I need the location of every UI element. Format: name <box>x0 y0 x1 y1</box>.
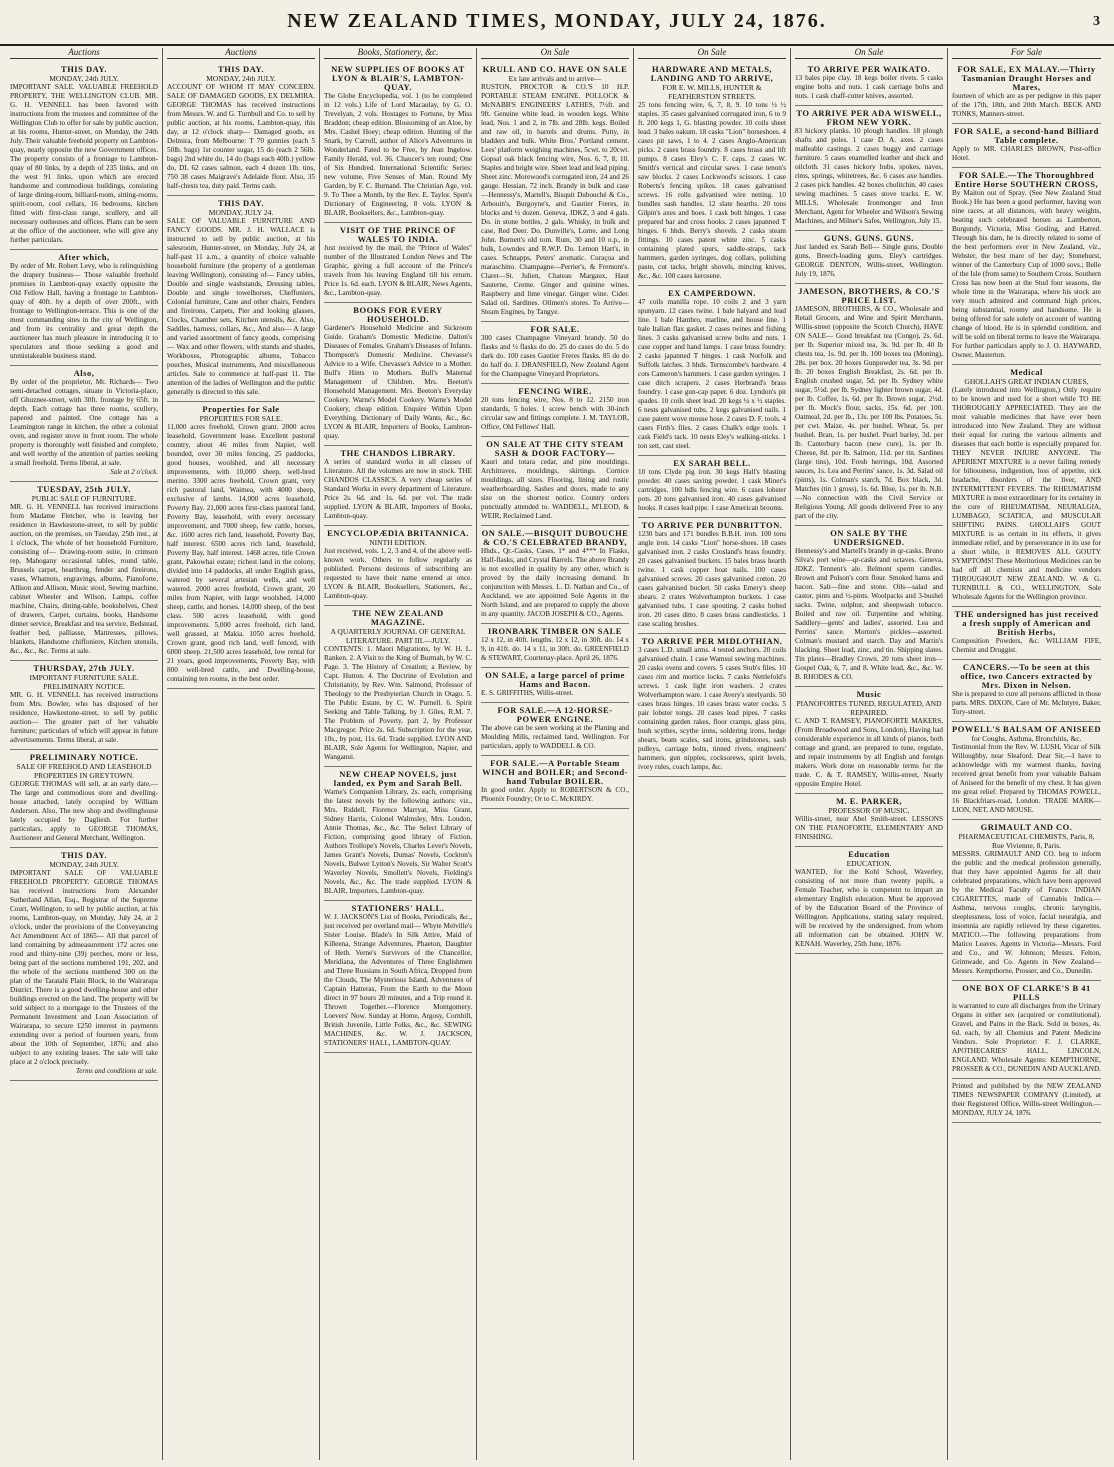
advertisement <box>324 446 472 526</box>
ad-title: THIS DAY. <box>61 64 107 74</box>
advertisement <box>10 62 158 250</box>
ad-body: JAMESON, BROTHERS, & CO., Wholesale and Retail Grocers, and Wine and Spirit Merchants, Willis-street (opposite the Scotch Church), HAVE ON SALE— Good breakfast tea (Congo), 2s. 6d. per lb. Superior mixed tea, 3s. 9d. per lb. 40 lb chests tea, 1s. 9d. per lb. 100 boxes tea (Moning), 28s. per box. 20 boxes Gunpowder tea, 3s. 9d. per lb. 20 boxes English Breakfast, 2s. 6d. per lb. English crushed sugar, 5d. per lb. Sydney white sugar, 5½d. per lb. Sydney lighter brown sugar, 4d. per lb. Coffee, 1s. 6d. per lb. Brown sugar, 2½d. per lb. Mock's flour, sacks, 15s. 6d. per 100. Oatmeal, 2d. per lb., 13s. per 100 lbs. Potatoes, 5s. per cwt. Maize, 4s. per bushel. Wheat, 5s. per bushel. Bran, 1s. per bushel. Pearl barley, 3d. per lb. Canterbury bacon (new cure), 1s. per lb. Cheese, 8d. per lb. Salmon, 11d. per tin. Sardines (large tins), 10d. Fresh herrings, 10d. Assorted sauces, 1s. Lea and Perrins' sauce, 1s. 3d. Salad oil (pints), 1s. Colman's starch, 7d. Box black, 3d. Matches (tin 1 gross), 1s. 6d. Blue, 1s. per lb. N.B.—No connection with the Civil Service or Religious Young. All goods delivered Free to any part of the city. <box>795 305 943 520</box>
ad-body: 13 bales pipe clay. 18 kegs boiler rivets. 5 casks engine bolts and nuts. 1 cask carriage bolts and nuts. 1 cask chaff-cutter knives, assorted. <box>795 74 943 100</box>
ad-signature: Sale at 2 o'clock. <box>110 468 158 476</box>
ad-title: ENCYCLOPÆDIA BRITANNICA. <box>327 528 469 538</box>
ad-body: She is prepared to cure all persons afflicted in those parts. MRS. DIXON, Care of Mr. McIntyre, Baker, Tory-street. <box>952 690 1101 716</box>
ad-title: GUNS. GUNS. GUNS. <box>824 233 914 243</box>
ad-body: MR. G. H. VENNELL has received instructions from Madame Fletcher, who is leaving her residence in Hawkestone-street, to sell by public auction, on the premises, on Tuesday, 25th inst., at 1 o'clock, The whole of her household Furniture, consisting of— Drawing-room suite, in crimson rep, Mahogany occasional tables, round table, Brussels carpet, hearthrug, fender and fireirons, vases, Whatnots, engravings, albums, Pianoforte, Allison and Allison, Music stool, Sewing machine, cabinet Wheeler and Wilson, Lamps, coffee machine, Chairs, dining-table, bookshelves, Chest of drawers, Carpet, curtains, books, Handsome dinner service, Breakfast and tea service, Bedstead, feather bed, palliasse, Mattresses, pillows, blankets, Handsome chiffoniere, Kitchen utensils, &c., &c., &c. Terms at sale. <box>10 503 158 655</box>
advertisement <box>952 607 1101 660</box>
ad-body: (Lately introduced into Wellington,) Only require to be known and used for a short while TO BE THOROUGHLY APPRECIATED. They are the most valuable medicines that have ever been introduced into New Zealand. They are without their equal for curing the various ailments and diseases that each bottle is especially prepared for. THEY NEVER INJURE ANYONE. The APERIENT MIXTURE is a never failing remedy for biliousness, indigestion, loss of appetite, sick headache, disorders of the liver, AND INTERMITTENT FEVERS. The RHEUMATISM MIXTURE is most extraordinary for its certainty in the cure of RHEUMATISM, NEURALGIA, LUMBAGO, SCIATICA, and MUSCULAR SHIFTING PAINS. GHOLLAH'S GOUT MIXTURE is as certain in its effects, it gives immediate relief, and by perseverance in its use for a short while, it REMOVES ALL GOUTY SYMPTOMS! These Meritorious Medicines can be had off all chemists and medicine vendors THROUGHOUT NEW ZEALAND. W. & G. TURNBULL & CO., WELLINGTON, Sole Wholesale Agents for the Wellington province. <box>952 386 1101 601</box>
ad-title: TO ARRIVE PER MIDLOTHIAN. <box>641 636 783 646</box>
ad-body: Gardener's Household Medicine and Sickroom Guide. Graham's Domestic Medicine. Dalton's Diseases of Females. Graham's Diseases of Infants. Thompson's Domestic Medicine. Chevasse's Advice to a Wife. Chevasse's Advice to a Mother. Bull's Hints to Mothers. Bull's Maternal Management of Children. Mrs. Beeton's Household Management. Mrs. Beeton's Everyday Cookery. Warne's Model Cookery. Warne's Model Cookery, cheap edition. Enquire Within Upon Everything. Dictionary of Daily Wants, &c., &c. LYON & BLAIR, Importers of Books, Lambton-quay. <box>324 324 472 440</box>
ad-body: A series of standard works in all classes of Literature. All the volumes are now in stock. THE CHANDOS CLASSICS. A very cheap series of Standard Works in every department of Literature. Price 2s. 6d. and 1s. 6d. per vol. The trade supplied. LYON & BLAIR, Importers of Books, Lambton-quay. <box>324 458 472 520</box>
ad-title: THE undersigned has just received a fresh supply of American and British Herbs, <box>954 609 1099 637</box>
advertisement <box>481 62 629 322</box>
ad-subtitle: MONDAY, 24th JULY. <box>49 860 119 869</box>
ad-body: fourteen of which are as per pedigree in this paper of the 17th, 18th, and 20th March. BECK AND TONKS, Manners-street. <box>952 92 1101 118</box>
ad-title: CANCERS.—To be seen at this office, two Cancers extracted by Mrs. Dixon in Nelson. <box>960 662 1093 690</box>
ad-body: Apply to MR. CHARLES BROWN, Post-office Hotel. <box>952 145 1101 162</box>
advertisement <box>167 196 315 402</box>
ad-title: Also, <box>73 368 95 378</box>
ad-body: IMPORTANT SALE OF VALUABLE FREEHOLD PROPERTY. GEORGE THOMAS has received instructions from Alexander Sutherland Allan, Esq., Registrar of the Supreme Court, Wellington, to sell by public auction, at his rooms, Lambton-quay, on Monday, July 24, at 2 o'clock, under the provisions of the Conveyancing Act Amendment Act of 1865— All that parcel of land containing by admeasurement 172 acres one rood and thirty-nine (39) perches, more or less, being part of the sections numbered 191, 202, and the whole of the sections numbered 300 on the plan of the Taratahi Plain Block, in the Wairarapa District. There is a good dwelling-house and other buildings erected on the land. The property will be sold subject to a mortgage to the Trustees of the Permanent Investment and Loan Association of Wairarapa, to secure £250 interest in payments extending over a period of fourteen years, from about the 10th of September, 1876; and also subject to any existing leases. The sale will take place at 2 o'clock precisely. <box>10 869 158 1066</box>
ad-body: Composition Powders, &c. WILLIAM FIFE, Chemist and Druggist. <box>952 637 1101 654</box>
column-7 <box>948 48 1105 1460</box>
ad-subtitle: PROFESSOR OF MUSIC, <box>828 806 910 815</box>
ad-body: W. J. JACKSON'S List of Books, Periodicals, &c., just received per overland mail— Whyte Melville's Sister Louise. Blade's In Silk Attire, Maid of Killeena, Strange Adventures, Phaeton, Daughter of Heth. Verne's Survivors of the Chancellor, Meridiana, the Adventures of Three Englishmen and Three Russians in South Africa, Dropped from the Clouds, The Mysterious Island, Adventures of Captain Hatteras, From the Earth to the Moon direct in 97 hours 20 minutes, and a Trip round it. Thrown Together.—Florence Montgomery. Loevers' Now. Sunday at Home, Argosy, Cornhill, British Juvenile, Little Folks, &c., &c. SEWING MACHINES, &c. W. J. JACKSON, STATIONERS' HALL, LAMBTON-QUAY. <box>324 913 472 1047</box>
ad-subtitle: IMPORTANT FURNITURE SALE. PRELIMINARY NOTICE. <box>29 673 139 691</box>
ad-body: E. S. GRIFFITHS, Willis-street. <box>481 689 574 697</box>
ad-title: JAMESON, BROTHERS, & CO.'S PRICE LIST. <box>798 286 940 305</box>
ad-title: M. E. PARKER, <box>835 796 903 806</box>
advertisement <box>952 62 1101 124</box>
ad-title: Music <box>856 689 882 699</box>
ad-body: The Globe Encyclopedia, vol. 1 (to be completed in 12 vols.) Life of Lord Macaulay, by G. O. Trevelyan, 2 vols. Hostages to Fortune, by Miss Braddon; cheap edition. Blossoming of an Aloe, by Mrs. Cashel Hoey; cheap edition. Hunting of the Snark, by Carroll, author of Alice's Adventures in Wonderland. Fated to be Free, by Jean Ingelow. Family Herald, vol. 36. Chaucer's ten round; One of Six Hundred. International Scientific Series: new volume, Five Senses of Man. Round My Garden, by F. C. Burnand. The Christian Age, vol. 9. To Thee a Month, by the Rev. E. Taylor. Spon's Dictionary of Engineering, 8 vols. LYON & BLAIR, Booksellers, &c., Lambton-quay. <box>324 92 472 217</box>
page-number: 3 <box>1093 14 1100 29</box>
advertisement <box>795 231 943 284</box>
column-4 <box>477 48 634 1460</box>
advertisement <box>952 981 1101 1079</box>
ad-body: CONTENTS: 1. Maori Migrations, by W. H. L. Ranken. 2. A Visit to the King of Burmah, by W. C. Page. 3. The History of Creation; a Review, by Capt. Hutton. 4. The Doctrine of Evolution and Christianity, by Rev. Wm. Salmond, Professor of Theology to the Presbyterian Church in Otago. 5. The Public Estate, by C. W. Purnell. 6. Spirit Seeking and Table Talking, by J. Giles, R.M. 7. The Problem of Poverty, part 2, by Professor Macgregor. Price 2s. 6d. Subscription for the year, 10s., by post, 11s. 6d. Trade supplied. LYON AND BLAIR, Sole Agents for Wellington, Napier, and Wanganui. <box>324 645 472 761</box>
ad-title: TO ARRIVE PER ADA WISWELL, FROM NEW YORK. <box>796 108 942 127</box>
advertisement <box>638 634 786 777</box>
ad-body: SALE OF VALUABLE FURNITURE AND FANCY GOODS. MR. J. H. WALLACE is instructed to sell by public auction, at his salesroom, Hunter-street, on Monday, July 24, at half-past 11 a.m., a quantity of choice valuable household furniture (the property of a gentleman leaving Wellington), consisting of— Fancy tables, Double and single washstands, Dressing tables, Double and single towelhorses, Cheffoniers, Colonial furniture, Cane and other chairs, Fenders and fireirons, Carpets, Pier and looking glasses, Clocks, Chamber sets, Kitchen utensils, &c. Also, Saddles, harness, collars, &c., And also— A large and varied assortment of fancy goods, comprising— Wax and other flowers, with stands and shades, Workboxes, Photographic albums, Tobacco pouches, Musical instruments, And miscellaneous articles. Sale to commence at half-past 11. The attention of the ladies of Wellington and the public generally is directed to this sale. <box>167 217 315 396</box>
ad-body: Just landed ex Sarah Bell— Single guns, Double guns, Breech-loading guns, Eley's cartridges. GEORGE DENTON, Willis-street, Wellington. July 19, 1876. <box>795 243 943 278</box>
ad-subtitle: FOR E. W. MILLS, HUNTER & FEATHERSTON STREETS. <box>662 83 762 101</box>
ad-body: C. AND T. RAMSEY, PIANOFORTE MAKERS, (From Broadwood and Sons, London), Having had considerable experience in all kinds of pianos, both cottage and grand, are prepared to tune, regulate, and repair instruments by all English and foreign makers. Work done on reasonable terms for the trade. C. & T. RAMSEY, Willis-street, Nearly opposite Empire Hotel. <box>795 717 943 788</box>
ad-subtitle: PIANOFORTES TUNED, REGULATED, AND REPAIRED. <box>796 699 942 717</box>
ad-title: IRONBARK TIMBER ON SALE <box>488 626 622 636</box>
column-heading: Books, Stationery, &c. <box>324 48 472 59</box>
ad-body: WANTED, for the Kohl School, Waverley, consisting of not more than twenty pupils, a Female Teacher, who is competent to impart an elementary English education. Must be approved of by the Education Board of the Province of Wellington. Applications, stating salary required, will be received by the undersigned, from whom all information can be obtained. JOHN W. KENAH. Waverley, 25th June, 1876. <box>795 868 943 948</box>
ad-body: 25 tons fencing wire, 6, 7, 8, 9. 10 tons ½ ½ staples. 35 cases galvanised corrugated iron, 6 to 9 ft. 200 kegs 1, G. blasting powder. 10 coils sheet lead. 3 bales oakum. 18 casks "Lion" horseshoes. 4 cases pit saws, 1 to 4. 2 cases Anglo-American picks. 2 cases brass foundry. 8 cases brass and lift pumps. 8 cases Eley's C. F. caps. 2 cases W. Smith's vertical and circular saws. 1 case tenon's saw blocks. 2 cases Lockwood's scissors. 1 case Roberts's fencing spikes. 18 cases galvanised screws. 16 rolls galvanised wire netting. 10 bundles sash handles. 12 slate hearths. 20 tons Gilpin's axes and hoes. 1 cask bolt hinges. 1 case prepared bar and cross hooks. 2 cases japanned T hinges. 6 hhds. Berry's shovels. 2 casks steam fittings. 10 cases patent white zinc. 5 casks containing plated spurs, saddle-straps, tack hammers, garden syringes, dog collars, polishing paste, cut tacks, bright shovels, mincing knives, &c., &c. 100 cases kerosene. <box>638 101 786 280</box>
advertisement <box>952 168 1101 365</box>
ad-signature: Terms and conditions at sale. <box>76 1067 158 1075</box>
advertisement <box>481 526 629 624</box>
advertisement <box>795 847 943 954</box>
ad-body: IMPORTANT SALE. VALUABLE FREEHOLD PROPERTY, THE WELLINGTON CLUB. MR. G. H. VENNELL has been favored with instructions from the trustees and committee of the Wellington Club to offer for sale by public auction, at his rooms, Hunter-street, on Monday, the 24th July. Their valuable freehold property on Lambton-quay, nearly opposite the new Government offices. The property consists of a frontage to Lambton-quay of 80 links, by a depth of 235 links, and on the west 91 links, upon which are erected handsome and commodious buildings, consisting of large dining-room, billiard-room, sitting-rooms, spirit-room, cool cellars, 16 bedrooms, kitchen fitted with first-class range, scullery, and all necessary outhouses and offices. Plans can be seen at the office of the auctioneer, who will give any further particulars. <box>10 83 158 244</box>
ad-body: ACCOUNT OF WHOM IT MAY CONCERN. SALE OF DAMAGED GOODS, EX DELMIRA. GEORGE THOMAS has received instructions from Messrs. W. and G. Turnbull and Co. to sell by public auction, at his rooms, Lambton-quay, this day, at 12 o'clock sharp— Damaged goods, ex Delmira, from Melbourne: T 70 gunnies (each 5 50lb. bags) 1st counter sugar, 15 do (each 2 56lb. bags) 2nd white do, 14 do (bags each 40lb.) yellow do, DL 62 cases salmon, each 4 dozen 1lb. tins, 750 38 cases Maigrave's Adelaide flour. Also, 35 half-chests tea, duty paid. Terms cash. <box>167 83 315 190</box>
advertisement <box>324 526 472 606</box>
advertisement <box>795 794 943 847</box>
advertisement <box>952 1079 1101 1123</box>
ad-body: 47 coils manilla rope. 10 coils 2 and 3 yarn spunyarn. 12 cases twine. 1 bale halyard and lead line. 1 bale Hambro, marline, and house line. 1 bale Italian flax gasket. 2 cases twines and fishing lines. 3 casks galvanised screw bolts and nuts. 1 case copper and hand lamps. 1 case brass foundry. 2 casks japanned T hinges. 1 cask Norfolk and Suffolk latches. 3 hhds. Ternscombe's hardware. 4 cots Cameron's hammers. 1 case garden syringes. 1 case ditch scrapers. 2 cases Herbrand's brass foundry. 1 case gun-cap paper. 6 doz. Lyndon's pit spades. 10 coils sheet lead. 20 kegs ¼ x ½ staples. 6 nests galvanised tubs. 2 kegs galvanised nails. 1 case patent wove mouse hose. 2 cases D. F. tools. 4 cases Firth's files. 2 cases Chalk's edge tools. 1 cask Field's tack. 10 nests Eley's walking-sticks. 1 ton sett, cast steel. <box>638 298 786 450</box>
ad-body: By order of Mr. Robert Levy, who is relinquishing the drapery business— Those valuable freehold premises in Lambton-quay exactly opposite the Old Fellow Hall, having a frontage to Lambton-quay of 40ft. by a depth of over 200ft., with frontage to Wellington-terrace. This is one of the most commanding sites in the city of Wellington, and from its centrality and great depth the auctioneer has much pleasure in introducing it to speculators and those seeking a good and unmistakeable business stand. <box>10 262 158 360</box>
ad-title: KRULL AND CO. HAVE ON SALE <box>482 64 628 74</box>
ad-title: TO ARRIVE PER WAIKATO. <box>807 64 931 74</box>
advertisement <box>952 365 1101 607</box>
ad-body: Printed and published by the NEW ZEALAND TIMES NEWSPAPER COMPANY (Limited), at their Registered Office, Willis-street Wellington.—MONDAY, JULY 24, 1876. <box>952 1082 1101 1117</box>
advertisement <box>638 286 786 456</box>
ad-title: THIS DAY. <box>218 64 264 74</box>
advertisement <box>324 223 472 303</box>
advertisement <box>324 767 472 901</box>
ad-subtitle: PHARMACEUTICAL CHEMISTS, Paris, 8, Rue Vivienne, 8, Paris. <box>958 832 1095 850</box>
advertisement <box>638 518 786 634</box>
ad-body: 12 x 12, in 40ft. lengths. 12 x 12, in 30ft. do. 14 x 9, in 41ft. do. 14 x 11, in 30ft. do. GREENFIELD & STEWART, Courtenay-place. April 26, 1876. <box>481 636 629 662</box>
ad-title: THE CHANDOS LIBRARY. <box>340 448 456 458</box>
ad-title: PRELIMINARY NOTICE. <box>29 752 139 762</box>
advertisement <box>952 820 1101 981</box>
advertisement <box>481 756 629 809</box>
ad-title: NEW SUPPLIES OF BOOKS AT LYON & BLAIR'S, LAMBTON-QUAY. <box>331 64 465 92</box>
advertisement <box>10 661 158 750</box>
ad-title: FOR SALE.—A Portable Steam WINCH and BOILER; and Second-hand Tubular BOILER. <box>482 758 628 786</box>
columns-container <box>6 48 1108 1460</box>
ad-subtitle: PUBLIC SALE OF FURNITURE. <box>31 494 137 503</box>
advertisement <box>952 660 1101 722</box>
ad-title: Properties for Sale <box>202 404 280 414</box>
ad-title: FENCING WIRE. <box>518 386 592 396</box>
ad-title: After which, <box>58 252 110 262</box>
ad-subtitle: MONDAY, 24th JULY. <box>49 74 119 83</box>
ad-body: 11,000 acres freehold, Crown grant. 2000 acres leasehold, Government lease. Excellent pastoral country, about 46 miles from Napier, well bounded, over 30 miles fencing, 25 paddocks, good houses, woolshed, and all necessary improvements, with 10,000 sheep, well-bred merino. 3300 acres freehold, Crown grant, very rich pastoral land, Waimea, with 4000 sheep, exclusive of lambs. 14,000 acres leasehold, Poverty Bay. 21,000 acres first-class pastoral land, Poverty Bay, leasehold, with every necessary improvement, and 7000 sheep, few cattle, horses, &c. 1600 acres rich land, leasehold, Poverty Bay, half interest. 6500 acres rich land, leasehold, Poverty Bay, half interest. 1468 acres, title Crown grant, Pakowhai estate; richest land in the colony, divided into 14 paddocks, all under English grass, watered by several artesian wells, and well watered. 2000 acres freehold, Crown grant, 20 miles from Napier, with large woolshed, 14,000 sheep, cattle, and horses. 14,000 sheep, of the best class. 500 acres leasehold, with good improvements. 5,000 acres freehold, rich land, well grassed, at Makia. 1050 acres freehold, Crown grant, good rich land, well fenced, with 6000 sheep. 21,500 acres leasehold, low rental for 21 years, good improvements, Poverty Bay, with 800 well-bred cattle, and Dwelling-house, containing ten rooms, in the best order. <box>167 423 315 683</box>
ad-title: ON SALE.—BISQUIT DUBOUCHE & CO.'S CELEBRATED BRANDY, <box>481 528 629 547</box>
ad-title: STATIONERS' HALL. <box>351 903 445 913</box>
ad-title: NEW CHEAP NOVELS, just landed, ex Pym and Sarah Bell. <box>333 769 463 788</box>
advertisement <box>481 703 629 756</box>
ad-subtitle: Ex late arrivals and to arrive— <box>508 74 602 83</box>
ad-body: The above can be seen working at the Planing and Moulding Mills, reclaimed land, Wellington. For particulars, apply to WADDELL & CO. <box>481 724 629 750</box>
ad-body: 10 tons Clyde pig iron. 30 kegs Hall's blasting powder. 40 cases saving powder. 1 cask Miner's cartridges. 100 bdls fencing wire. 6 cases lobster pots. 20 tons galvanised iron. 40 cases galvanised hooks. 8 cases lead pipe. 1 case American brooms. <box>638 468 786 512</box>
ad-body: 1230 bars and 171 bundles B.B.H. iron. 100 tons angle iron. 14 casks "Lion" horse-shoes. 18 cases galvanised iron. 2 casks Crosland's brass foundry. 20 cases galvanised buckets. 15 bales brass hearth twine. 1 cask copper boat nails. 100 cases galvanised screws. 20 cases galvanised cotton. 20 cases galvanised bucket. 50 casks Emery's sheep shears. 2 crates Wolverhampton buckets. 1 case galvanised tubs. 1 case spouting. 2 casks bolted iron. 20 cases ditto. 8 cases brass candlesticks. 1 case scaling brushes. <box>638 530 786 628</box>
advertisement <box>10 482 158 661</box>
ad-body: In good order. Apply to ROBERTSON & CO., Phoenix Foundry; Or to C. McKIRDY. <box>481 786 629 803</box>
ad-body: By order of the proprietor, Mr. Richards— Two semi-detached cottages, situate in Victoria-place, off Ghuznee-street, with 30ft. frontage by 65ft. in depth. Each cottage has three rooms, scullery, papered and painted. One cottage has a Leamington range in kitchen, the other a colonial oven, and register stove in front room. The whole property is thoroughly well finished and complete, and well worthy of the attention of parties seeking a small freehold. Terms liberal, at sale. <box>10 378 158 467</box>
ad-body: 20 tons fencing wire, Nos. 8 to 12. 2150 iron standards, 5 holes. 1 screw bench with 30-inch circular saw and fittings complete. J. M. TAYLOR, Office, Old Fellows' Hall. <box>481 396 629 431</box>
advertisement <box>795 526 943 687</box>
ad-subtitle: SALE OF FREEHOLD AND LEASEHOLD PROPERTIES IN GREYTOWN. <box>16 762 152 780</box>
ad-title: FOR SALE, EX MALAY.—Thirty Tasmanian Draught Horses and Mares, <box>957 64 1096 92</box>
column-heading: Auctions <box>10 48 158 59</box>
column-3 <box>320 48 477 1460</box>
advertisement <box>795 62 943 106</box>
column-6 <box>791 48 948 1460</box>
ad-title: FOR SALE.—The Thoroughbred Entire Horse SOUTHERN CROSS, <box>954 170 1099 189</box>
advertisement <box>10 750 158 848</box>
ad-title: THIS DAY. <box>61 850 107 860</box>
advertisement <box>952 124 1101 168</box>
column-heading: On Sale <box>638 48 786 59</box>
ad-body: MESSRS. GRIMAULT AND CO. beg to inform the public and the medical profession generally, that they have appointed Agents for all their celebrated preparations, which have been approved by the Medical Faculty of France. INDIAN CIGARETTES, made of Cannabis Indica.—Asthma, nervous coughs, chronic laryngitis, sleeplessness, loss of voice, facial neuralgia, and insomnia are rapidly relieved by these cigarettes. MATICO.—The following preparations from Matico Leaves. Agents in Victoria—Messrs. Ford and Co., and W. Johnson; Messrs. Felton, Grimwade, and Co. Agents in New Zealand—Messrs. Kempthorne, Prosser, and Co., Dunedin. <box>952 850 1101 975</box>
ad-title: Education <box>848 849 890 859</box>
masthead <box>0 0 1114 46</box>
ad-title: FOR SALE. <box>530 324 580 334</box>
ad-body: RUSTON, PROCTOR & CO.'S 10 H.P. PORTABLE STEAM ENGINE. POLLOCK & McNABB'S ENGINEERS' LATHES, 7½ft. and 9ft. Genuine white lead, in wooden kegs. White lead, Nos. 1 and 2, in 7lb. and 28lb. kegs. Boiled and raw oil, in barrels and drums. Putty, in bladders and bulk. White Bros.' Portland cement. Lees' platform weighing machines, 5cwt. to 20cwt. Gopsal oak black fencing wire, Nos. 6, 7, 8, 10. Staples and bright wire. Sheet lead and lead piping. Sheet zinc. Morewood's corrugated iron, 24 and 26 gauge. Hessian, 72 inch. Brandy in bulk and case—Hennessy's, Martell's, Bisquit Dubouché & Co., Arbouin's, Burgoyne's, and Gautier Freres, in blocks and ½ dozen. Geneva, JDKZ, 3 and 4 gals. Do. in stone bottles, 2 gals. Whisky, in bulk and case, Red Deer. Do. Dunville's, Lorne, and Long John. Burnett's old tom. Rum, 30 and 10 o.p., in bulk, Lowndes and R.W.P. Do. Lemon Hart's, in cases. Schnapps, Peters' aromatic. Curaçoa and maraschino. Champagne—Perrier's, & Fremont's. Claret—St. Julien, Chateau Margaux, Haut Sauterne, Creme. Ginger and quinine wines. Raspberry and lime vinegar. Ginger wine. Cider. Salad oil. Sardines. Oilmen's stores. To Arrive—Steam Engines, by Tangye. <box>481 83 629 316</box>
ad-title: THURSDAY, 27th JULY. <box>33 663 135 673</box>
ad-body: is warranted to cure all discharges from the Urinary Organs in either sex (acquired or constitutional). Gravel, and Pains in the Back. Sold in boxes, 4s. 6d. each, by all Chemists and Patent Medicine Vendors. Sole Proprietor: F. J. CLARKE, APOTHECARIES' HALL, LINCOLN, ENGLAND. Wholesale Agents: KEMPTHORNE, PROSSER & CO., DUNEDIN AND AUCKLAND. <box>952 1002 1101 1073</box>
column-heading: For Sale <box>952 48 1101 59</box>
advertisement <box>795 687 943 794</box>
column-heading: Auctions <box>167 48 315 59</box>
ad-body: Warne's Companion Library, 2s. each, comprising the latest novels by the following authors: viz., Mrs. Riddell, Florence Marryat, Miss Grant, Sidney Harris, Colonel Walmsley, Mrs. Loudon, Annie Thomas, &c., &c. The Select Library of Fiction, comprising good library of Fiction. Authors Trollope's Novels, Charles Lever's Novels, James Grant's Novels, Dumas' Novels, Cockton's Novels, Bulwer Lytton's Novels, Sir Walter Scott's Waverley Novels, Smollett's Novels, Fielding's Novels, &c., &c. The trade supplied. LYON & BLAIR, Importers, Lambton-quay. <box>324 788 472 895</box>
column-2 <box>163 48 320 1460</box>
ad-subtitle: NINTH EDITION. <box>369 538 427 547</box>
ad-subtitle: MONDAY, 24th JULY. <box>206 74 276 83</box>
ad-body: Just received by the mail, the "Prince of Wales" number of the Illustrated London News and The Graphic, giving a full account of the Prince's travels from his leaving England till his return. Price 1s. 6d. each. LYON & BLAIR, News Agents, &c., Lambton-quay. <box>324 244 472 297</box>
ad-title: BOOKS FOR EVERY HOUSEHOLD. <box>353 305 443 324</box>
ad-title: HARDWARE AND METALS, LANDING AND TO ARRIVE, <box>650 64 774 83</box>
column-5 <box>634 48 791 1460</box>
ad-title: GRIMAULT AND CO. <box>980 822 1073 832</box>
column-heading: On Sale <box>795 48 943 59</box>
advertisement <box>481 437 629 526</box>
ad-body: By Maiton out of Spray. (See New Zealand Stud Book.) He has been a good performer, having won nine races, at all distances, with heavy weights, beating such celebrated horses as Lamberton, Burgundy, Victoria, Miss Gosling, and Hatred. Through his dam, he is directly related to some of the best performers ever in New Zealand, viz., Webster, the best mare of her day; Stonehurst, winner of the Canterbury Cup of 1000 sovs.; Belle of the Isle (from same) to Southern Cross. Southern Cross has now been at the Stud four seasons, the whole time in the Wairarapa, where his stock are very much admired and command high prices, being substantial, roomy and handsome. He is being offered for sale solely on account of wanting change of blood. He is in splendid condition, and will be sold on liberal terms to leave the Wairarapa. For further particulars apply to J. O. HAYWARD, Owner, Masterton. <box>952 189 1101 359</box>
advertisement <box>167 62 315 196</box>
ad-subtitle: A QUARTERLY JOURNAL OF GENERAL LITERATURE. PART III.—JULY. <box>330 627 466 645</box>
ad-body: GEORGE THOMAS will sell, at an early date,— The large and commodious store and dwelling-house attached, lately occupied by William Anderson. Also, The new shop and dwellinghouse lately occupied by Dagliesh. For further particulars, apply to GEORGE THOMAS, Auctioneer and General Merchant, Wellington. <box>10 780 158 842</box>
advertisement <box>324 62 472 223</box>
column-1 <box>6 48 163 1460</box>
advertisement <box>795 284 943 526</box>
advertisement <box>324 606 472 767</box>
ad-title: THE NEW ZEALAND MAGAZINE. <box>352 608 444 627</box>
advertisement <box>795 106 943 231</box>
ad-title: ON SALE AT THE CITY STEAM SASH & DOOR FACTORY— <box>486 439 624 458</box>
ad-title: Medical <box>1010 367 1043 377</box>
ad-title: THIS DAY. <box>218 198 264 208</box>
advertisement <box>10 250 158 366</box>
advertisement <box>638 62 786 286</box>
ad-subtitle: EDUCATION. <box>846 859 892 868</box>
ad-subtitle: GHOLLAH'S GREAT INDIAN CURES, <box>964 377 1089 386</box>
ad-title: TO ARRIVE PER DUNBRITTON. <box>641 520 783 530</box>
column-heading: On Sale <box>481 48 629 59</box>
ad-body: Hennessy's and Martell's brandy in qr-casks. Bruno Silva's port wine—qr-casks and octaves. Geneva, JDKZ. Tennent's ale. Belmont sperm candles. Brown and Polson's corn flour. Smoked hams and bacon. Salt—fine and stone. Oils—salad and castor, pints and ½-pints. Woolpacks and 3-bushel sacks. Twine, sulphur, and sheepwash tobacco. Boiled and raw oil. Turpentine and whiting. Saddlery—gents' and ladies', assorted. Lea and Perrins' sauce. Morton's pickles—assorted. Colman's mustard and starch. Day and Martin's blacking. Sheet lead, zinc, and tin. Shipping slates. Tin plates—Bradley Crown. 20 tons sheet iron—Gospel Oak, 6, 7, and 8. White lead, &c., &c. W. B. RHODES & CO. <box>795 547 943 681</box>
ad-body: Willis-street, near Abel Smith-street. LESSONS ON THE PIANOFORTE, ELEMENTARY AND FINISHING. <box>795 815 943 841</box>
ad-body: 300 cases Champagne Vineyard brandy. 50 do flasks and ½ flasks do do. 25 do cases do do. 5 do dark do. 100 cases Gautier Freres flasks. 85 do do do half do. J. DRANSFIELD, New Zealand Agent for the Champagne Vineyard Proprietors. <box>481 334 629 378</box>
advertisement <box>10 366 158 482</box>
ad-body: MR. G. H. VENNELL has received instructions from Mrs. Bowler, who has disposed of her residence, Hawkestone-street, to sell by public auction— The greater part of her valuable furniture; particulars of which will appear in future advertisements. Terms liberal, at sale. <box>10 691 158 744</box>
newspaper-title: NEW ZEALAND TIMES, MONDAY, JULY 24, 1876. <box>287 10 827 32</box>
ad-body: 83 hickory planks. 10 plough handles. 18 plough shafts and poles. 1 case D. A. axes. 2 cases malleable castings. 2 cases buggy and carriage furniture. 5 cases enamelled leather and duck and oilcloth. 31 cases hickory hubs, spokes, naves, rims, springs, whitetrees, &c. 6 cases axe handles. 2 cases pick handles. 42 boxes cholitchin. 40 cases sewing machines. 5 cases stove tracks. E. W. MILLS, Wholesale Ironmonger and Iron Merchant, Agent for Wheeler and Wilson's Sewing Machines, and Milner's Safes, Wellington, July 15. <box>795 127 943 225</box>
ad-subtitle: for Coughs, Asthma, Bronchitis, &c. <box>971 734 1082 743</box>
ad-subtitle: MONDAY, JULY 24. <box>208 208 274 217</box>
advertisement <box>167 402 315 689</box>
ad-title: FOR SALE.—A 12-HORSE-POWER ENGINE. <box>497 705 613 724</box>
advertisement <box>481 668 629 703</box>
advertisement <box>324 901 472 1053</box>
ad-title: TUESDAY, 25th JULY. <box>37 484 131 494</box>
ad-body: Just received, vols. 1, 2, 3 and 4, of the above well-known work. Others to follow regularly as published. Persons desirous of subscribing are requested to have their name entered at once. LYON & BLAIR, Booksellers, Stationers, &c., Lambton-quay. <box>324 547 472 600</box>
ad-body: Testimonial from the Rev. W. LUSH, Vicar of Silk Willoughby, near Sleaford. Dear Sir,—I have to acknowledge with my warmest thanks, having received great benefit from your valuable Balsam of Aniseed for the benefit of my chest. It has given me great relief. Prepared by THOMAS POWELL, 16 Blackfriars-road, London. TRADE MARK—LION, NET, AND MOUSE. <box>952 743 1101 814</box>
ad-body: Hhds., Qr.-Casks, Cases, 1* and 4*** In Flasks, Half-flasks, and Crystal Barrels. The above Brandy is not excelled in quality by any other, which is proved by the daily increasing demand. In conjunction with Messrs. L. D. Nathan and Co., of Auckland, we are appointed Sole Agents in the North Island, and are prepared to supply the above in any quantity. JACOB JOSEPH & CO., Agents. <box>481 547 629 618</box>
advertisement <box>10 848 158 1081</box>
ad-title: FOR SALE, a second-hand Billiard Table complete. <box>954 126 1099 145</box>
ad-title: EX SARAH BELL. <box>673 458 751 468</box>
ad-title: ON SALE, a large parcel of prime Hams and Bacon. <box>485 670 625 689</box>
advertisement <box>481 322 629 384</box>
advertisement <box>481 624 629 668</box>
ad-title: ON SALE BY THE UNDERSIGNED. <box>830 528 908 547</box>
advertisement <box>952 722 1101 820</box>
ad-title: VISIT OF THE PRINCE OF WALES TO INDIA. <box>339 225 457 244</box>
ad-title: POWELL'S BALSAM OF ANISEED <box>952 724 1101 734</box>
advertisement <box>324 303 472 446</box>
ad-title: ONE BOX OF CLARKE'S B 41 PILLS <box>962 983 1091 1002</box>
advertisement <box>638 456 786 518</box>
ad-body: Kauri and totara cedar, and pine mouldings. Architraves, mouldings, skirtings. Cornice mouldings, all sizes. Flooring, lining and rustic weatherboarding. Sashes and doors, made to any size on the shortest notice. Country orders punctually attended to. WADDELL, M'LEOD, & WEIR, Reclaimed Land. <box>481 458 629 520</box>
ad-body: 3 cases L.D. small arms. 4 tested anchors. 20 coils galvanised chain. 1 case Wamsui sewing machines. 20 casks ovens and covers. 5 cases Stub's files. 10 cases rim and mortice locks. 7 casks Nettlefold's screws. 1 cask light iron washers. 2 crates Wolverhampton ware. 1 case Avery's steelyards. 50 cases brass hinges. 10 cases brass water cocks. 5 pair lobster tongs. 20 cases lead pipes. 7 casks containing garden rakes, floor cramps, glass pins, bush scythes, scythe irons, soldering irons, hedge shears, beam scales, sad irons, grindstones, sash pulleys, carriage bolts, tinned rivets, engineers' hammers, gun nipples, cocksorews, spirit levels, ivory rules, coach lamps, &c. <box>638 646 786 771</box>
advertisement <box>481 384 629 437</box>
ad-subtitle: PROPERTIES FOR SALE. <box>199 414 283 423</box>
ad-title: EX CAMPERDOWN. <box>668 288 756 298</box>
